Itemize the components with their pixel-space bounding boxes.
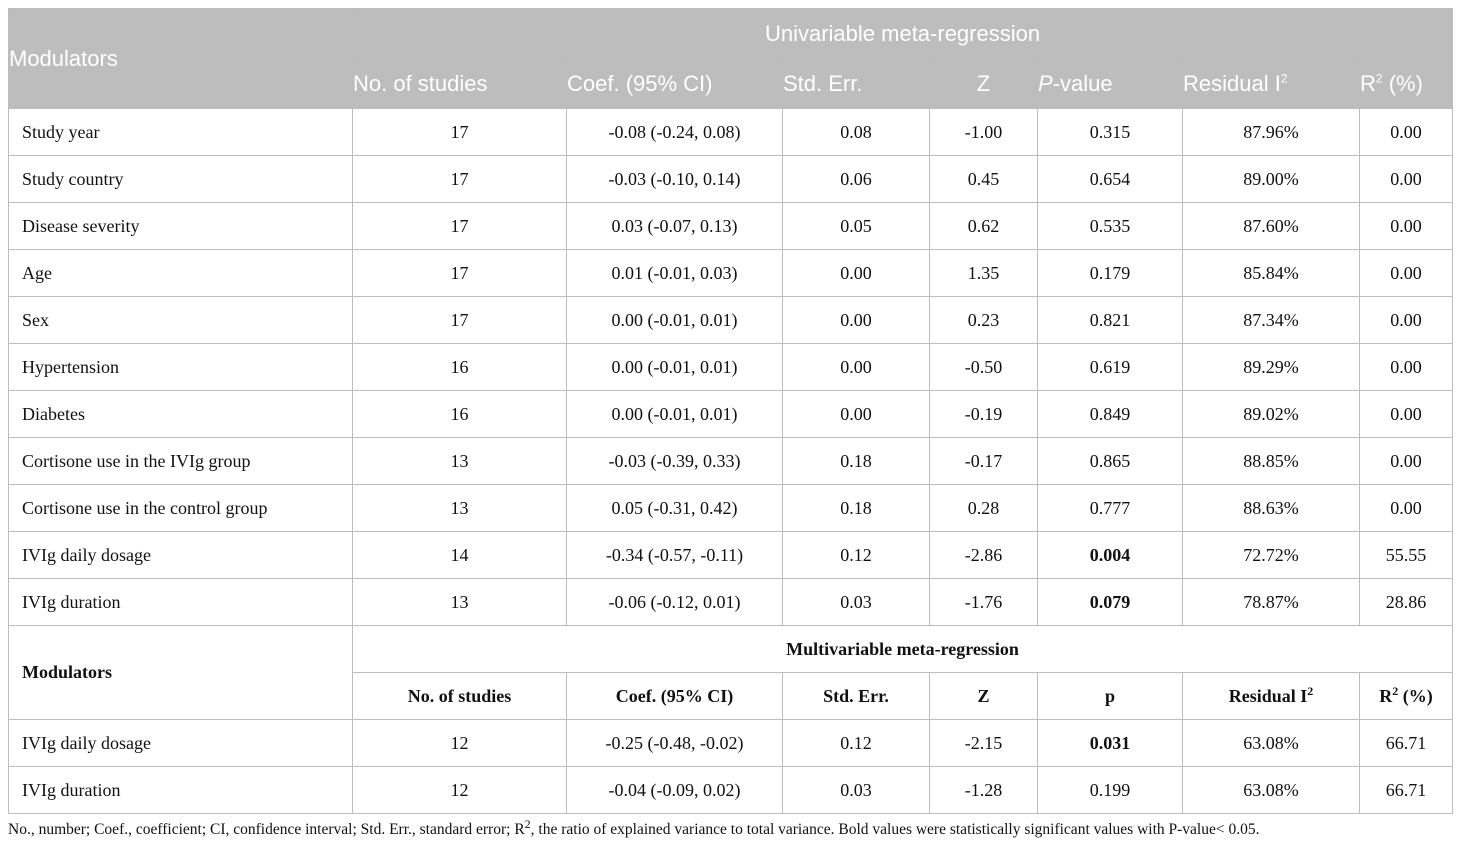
cell-modulator: Cortisone use in the IVIg group — [9, 438, 353, 485]
footnote-part1: No., number; Coef., coefficient; CI, confidence interval; Std. Err., standard error; R — [8, 821, 525, 838]
cell-residual-i2: 87.96% — [1183, 109, 1360, 156]
cell-r2: 0.00 — [1360, 438, 1453, 485]
table-row — [9, 767, 1453, 814]
header-no-of-studies: No. of studies — [353, 59, 567, 109]
multi-header-residual-sup: 2 — [1307, 683, 1314, 698]
multi-header-modulators: Modulators — [9, 626, 353, 720]
cell-coef: -0.06 (-0.12, 0.01) — [567, 579, 783, 626]
table-row — [9, 156, 1453, 203]
cell-coef: 0.05 (-0.31, 0.42) — [567, 485, 783, 532]
cell-residual-i2: 63.08% — [1183, 767, 1360, 814]
cell-no-of-studies: 14 — [353, 532, 567, 579]
multi-header-residual-label: Residual I — [1228, 685, 1308, 706]
cell-no-of-studies: 12 — [353, 767, 567, 814]
cell-residual-i2: 89.29% — [1183, 344, 1360, 391]
cell-no-of-studies: 13 — [353, 579, 567, 626]
cell-std-err: 0.03 — [783, 579, 930, 626]
header-z: Z — [930, 59, 1038, 109]
cell-residual-i2: 88.63% — [1183, 485, 1360, 532]
cell-modulator: IVIg duration — [9, 579, 353, 626]
cell-residual-i2: 89.02% — [1183, 391, 1360, 438]
cell-coef: 0.00 (-0.01, 0.01) — [567, 391, 783, 438]
meta-regression-table — [8, 8, 1453, 814]
cell-p-value: 0.865 — [1038, 438, 1183, 485]
cell-p-value: 0.315 — [1038, 109, 1183, 156]
table-row — [9, 250, 1453, 297]
table-row — [9, 532, 1453, 579]
multi-header-r2-r: R — [1379, 685, 1393, 706]
cell-coef: -0.03 (-0.39, 0.33) — [567, 438, 783, 485]
cell-coef: -0.08 (-0.24, 0.08) — [567, 109, 783, 156]
cell-r2: 0.00 — [1360, 203, 1453, 250]
cell-modulator: Sex — [9, 297, 353, 344]
cell-std-err: 0.00 — [783, 344, 930, 391]
cell-z: -0.19 — [930, 391, 1038, 438]
cell-modulator: Diabetes — [9, 391, 353, 438]
cell-r2: 0.00 — [1360, 156, 1453, 203]
cell-no-of-studies: 17 — [353, 203, 567, 250]
header-modulators: Modulators — [9, 9, 353, 109]
cell-z: -1.76 — [930, 579, 1038, 626]
header-p-value — [1038, 59, 1183, 109]
header-std-err: Std. Err. — [783, 59, 930, 109]
multi-header-std-err: Std. Err. — [783, 673, 930, 720]
cell-r2: 0.00 — [1360, 297, 1453, 344]
cell-modulator: Cortisone use in the control group — [9, 485, 353, 532]
cell-z: -1.28 — [930, 767, 1038, 814]
cell-no-of-studies: 16 — [353, 391, 567, 438]
cell-residual-i2: 89.00% — [1183, 156, 1360, 203]
cell-std-err: 0.18 — [783, 438, 930, 485]
cell-modulator: Study year — [9, 109, 353, 156]
cell-p-value: 0.031 — [1038, 720, 1183, 767]
cell-p-value: 0.004 — [1038, 532, 1183, 579]
table-row — [9, 203, 1453, 250]
cell-coef: 0.00 (-0.01, 0.01) — [567, 297, 783, 344]
cell-z: 0.45 — [930, 156, 1038, 203]
multi-header-group: Multivariable meta-regression — [353, 626, 1453, 673]
cell-p-value: 0.535 — [1038, 203, 1183, 250]
cell-p-value: 0.619 — [1038, 344, 1183, 391]
cell-no-of-studies: 13 — [353, 485, 567, 532]
cell-modulator: Hypertension — [9, 344, 353, 391]
cell-residual-i2: 63.08% — [1183, 720, 1360, 767]
cell-residual-i2: 87.34% — [1183, 297, 1360, 344]
cell-coef: -0.03 (-0.10, 0.14) — [567, 156, 783, 203]
cell-residual-i2: 78.87% — [1183, 579, 1360, 626]
cell-modulator: IVIg daily dosage — [9, 532, 353, 579]
table-row — [9, 391, 1453, 438]
header-residual-sup: 2 — [1280, 71, 1288, 86]
cell-std-err: 0.05 — [783, 203, 930, 250]
cell-residual-i2: 87.60% — [1183, 203, 1360, 250]
multi-header-p: p — [1038, 673, 1183, 720]
cell-z: -1.00 — [930, 109, 1038, 156]
cell-no-of-studies: 17 — [353, 297, 567, 344]
multivariable-body — [9, 626, 1453, 814]
cell-residual-i2: 88.85% — [1183, 438, 1360, 485]
header-univariable-group: Univariable meta-regression — [353, 9, 1453, 59]
cell-std-err: 0.00 — [783, 250, 930, 297]
multi-header-coef: Coef. (95% CI) — [567, 673, 783, 720]
header-r2-unit: (%) — [1382, 70, 1423, 96]
cell-r2: 66.71 — [1360, 767, 1453, 814]
univariable-body — [9, 109, 1453, 626]
cell-z: 1.35 — [930, 250, 1038, 297]
cell-r2: 0.00 — [1360, 344, 1453, 391]
cell-modulator: Age — [9, 250, 353, 297]
cell-z: -2.15 — [930, 720, 1038, 767]
cell-no-of-studies: 17 — [353, 156, 567, 203]
table-row — [9, 297, 1453, 344]
multi-header-r2-sup: 2 — [1392, 683, 1399, 698]
cell-z: 0.28 — [930, 485, 1038, 532]
cell-p-value: 0.654 — [1038, 156, 1183, 203]
cell-coef: 0.03 (-0.07, 0.13) — [567, 203, 783, 250]
cell-no-of-studies: 17 — [353, 109, 567, 156]
cell-r2: 28.86 — [1360, 579, 1453, 626]
cell-std-err: 0.00 — [783, 391, 930, 438]
multi-header-r2 — [1360, 673, 1453, 720]
cell-modulator: IVIg daily dosage — [9, 720, 353, 767]
cell-no-of-studies: 13 — [353, 438, 567, 485]
cell-p-value: 0.849 — [1038, 391, 1183, 438]
footnote-part2: , the ratio of explained variance to total variance. Bold values were statistically significant values with P-value< 0.05. — [530, 821, 1260, 838]
cell-std-err: 0.12 — [783, 720, 930, 767]
cell-std-err: 0.00 — [783, 297, 930, 344]
multi-header-no-of-studies: No. of studies — [353, 673, 567, 720]
header-residual-label: Residual I — [1183, 70, 1281, 96]
header-p-italic: P — [1038, 70, 1053, 96]
cell-z: 0.23 — [930, 297, 1038, 344]
cell-coef: 0.01 (-0.01, 0.03) — [567, 250, 783, 297]
table-row — [9, 344, 1453, 391]
header-r2 — [1360, 59, 1453, 109]
header-p-rest: -value — [1052, 70, 1113, 96]
cell-std-err: 0.03 — [783, 767, 930, 814]
cell-p-value: 0.821 — [1038, 297, 1183, 344]
multi-header-z: Z — [930, 673, 1038, 720]
cell-r2: 0.00 — [1360, 109, 1453, 156]
cell-std-err: 0.12 — [783, 532, 930, 579]
cell-z: 0.62 — [930, 203, 1038, 250]
table-row — [9, 720, 1453, 767]
cell-r2: 0.00 — [1360, 250, 1453, 297]
cell-coef: -0.25 (-0.48, -0.02) — [567, 720, 783, 767]
cell-p-value: 0.179 — [1038, 250, 1183, 297]
cell-z: -0.17 — [930, 438, 1038, 485]
cell-modulator: Study country — [9, 156, 353, 203]
cell-z: -2.86 — [930, 532, 1038, 579]
header-r2-sup: 2 — [1375, 71, 1383, 86]
cell-no-of-studies: 17 — [353, 250, 567, 297]
cell-p-value: 0.777 — [1038, 485, 1183, 532]
cell-p-value: 0.079 — [1038, 579, 1183, 626]
cell-no-of-studies: 16 — [353, 344, 567, 391]
cell-r2: 66.71 — [1360, 720, 1453, 767]
cell-coef: 0.00 (-0.01, 0.01) — [567, 344, 783, 391]
multi-header-r2-unit: (%) — [1398, 685, 1433, 706]
cell-std-err: 0.18 — [783, 485, 930, 532]
table-header — [9, 9, 1453, 109]
table-footnote — [8, 816, 1458, 839]
cell-coef: -0.34 (-0.57, -0.11) — [567, 532, 783, 579]
cell-z: -0.50 — [930, 344, 1038, 391]
cell-p-value: 0.199 — [1038, 767, 1183, 814]
cell-residual-i2: 85.84% — [1183, 250, 1360, 297]
table-row — [9, 109, 1453, 156]
cell-r2: 0.00 — [1360, 391, 1453, 438]
header-residual-i2 — [1183, 59, 1360, 109]
header-coef: Coef. (95% CI) — [567, 59, 783, 109]
cell-no-of-studies: 12 — [353, 720, 567, 767]
table-row — [9, 438, 1453, 485]
cell-r2: 55.55 — [1360, 532, 1453, 579]
cell-residual-i2: 72.72% — [1183, 532, 1360, 579]
cell-r2: 0.00 — [1360, 485, 1453, 532]
cell-coef: -0.04 (-0.09, 0.02) — [567, 767, 783, 814]
footnote-sup: 2 — [524, 816, 531, 831]
cell-modulator: Disease severity — [9, 203, 353, 250]
header-r2-r: R — [1360, 70, 1376, 96]
cell-modulator: IVIg duration — [9, 767, 353, 814]
cell-std-err: 0.08 — [783, 109, 930, 156]
cell-std-err: 0.06 — [783, 156, 930, 203]
table-row — [9, 485, 1453, 532]
multi-header-residual-i2 — [1183, 673, 1360, 720]
table-row — [9, 579, 1453, 626]
